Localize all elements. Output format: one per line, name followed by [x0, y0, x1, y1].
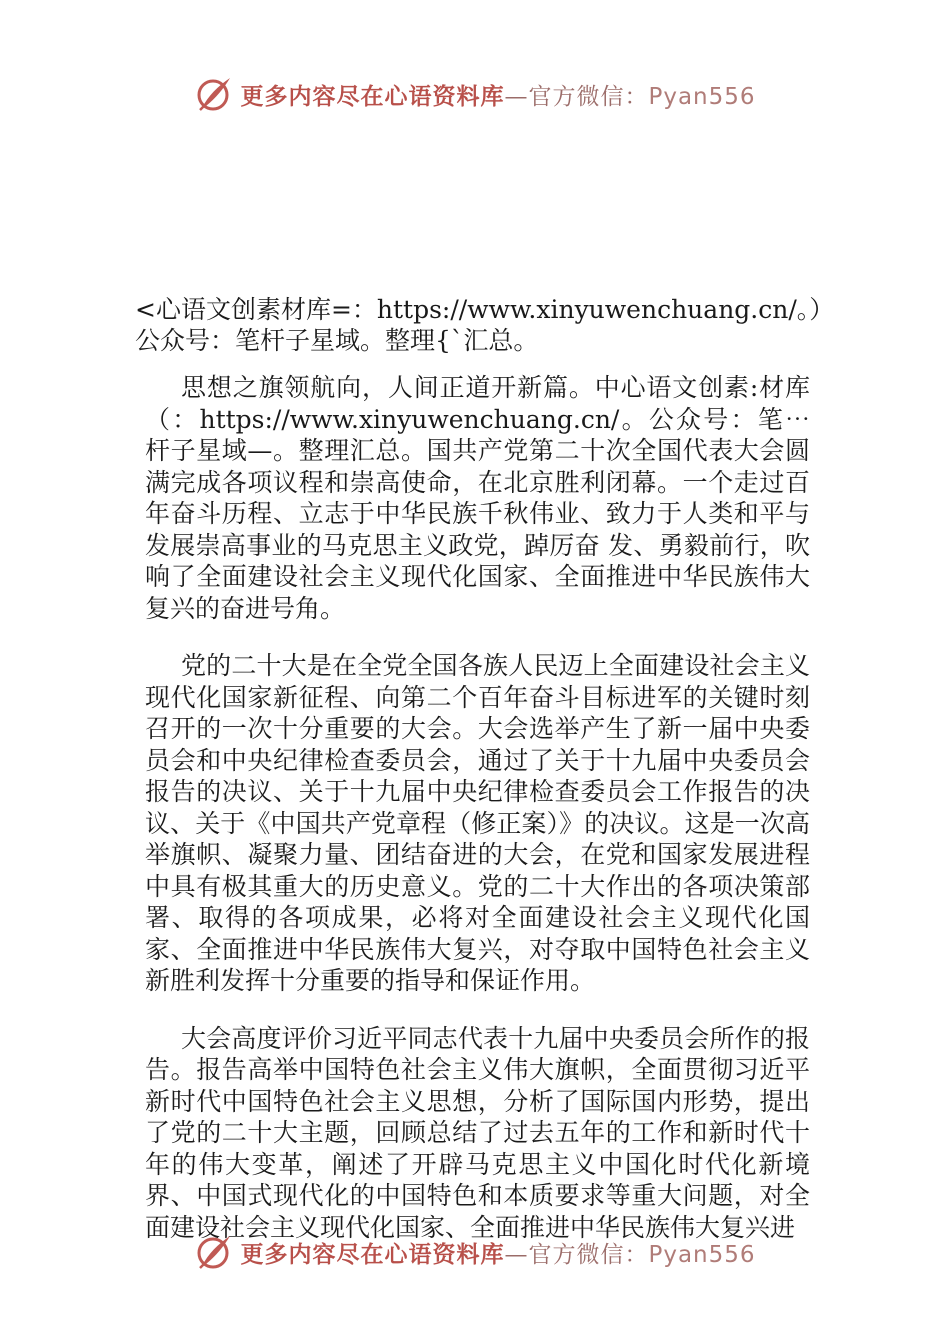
watermark-text: 更多内容尽在心语资料库—官方微信：Pyan556 — [240, 82, 756, 110]
header-watermark — [0, 70, 950, 118]
quill-logo-icon — [194, 1232, 234, 1272]
paragraph: 大会高度评价习近平同志代表十九届中央委员会所作的报告。报告高举中国特色社会主义伟大旗帜，全面贯彻习近平新时代中国特色社会主义思想，分析了国际国内形势，提出了党的二十大主题，回顾总结了过去五年的工作和新时代十年的伟大变革，阐述了开辟马克思主义中国化时代化新境界、中国式现代化的中国特色和本质要求等重大问题，对全面建设社会主义现代化国家、全面推进中华民族伟大复兴进 — [145, 1023, 810, 1242]
footer-watermark — [0, 1228, 950, 1276]
paragraph: 党的二十大是在全党全国各族人民迈上全面建设社会主义现代化国家新征程、向第二个百年奋斗目标进军的关键时刻召开的一次十分重要的大会。大会选举产生了新一届中央委员会和中央纪律检查委员会，通过了关于十九届中央委员会报告的决议、关于十九届中央纪律检查委员会工作报告的决议、关于《中国共产党章程（修正案）》的决议。这是一次高举旗帜、凝聚力量、团结奋进的大会，在党和国家发展进程中具有极其重大的历史意义。党的二十大作出的各项决策部署、取得的各项成果，必将对全面建设社会主义现代化国家、全面推进中华民族伟大复兴，对夺取中国特色社会主义新胜利发挥十分重要的指导和保证作用。 — [145, 651, 810, 995]
quill-logo-icon — [194, 74, 234, 114]
paragraph: 思想之旗领航向，人间正道开新篇。中心语文创素:材库（：https://www.xinyuwenchuang.cn/。公众号：笔⋯杆子星域—。整理汇总。国共产党第二十次全国代表大会圆满完成各项议程和崇高使命，在北京胜利闭幕。一个走过百年奋斗历程、立志于中华民族千秋伟业、致力于人类和平与发展崇高事业的马克思主义政党，踔厉奋 发、勇毅前行，吹响了全面建设社会主义现代化国家、全面推进中华民族伟大复兴的奋进号角。 — [145, 373, 810, 623]
source-note: <心语文创素材库=：https://www.xinyuwenchuang.cn/。）公众号：笔杆子星域。整理{`汇总。 — [135, 295, 822, 355]
watermark-text: 更多内容尽在心语资料库—官方微信：Pyan556 — [240, 1240, 756, 1268]
article-body — [145, 372, 810, 1269]
